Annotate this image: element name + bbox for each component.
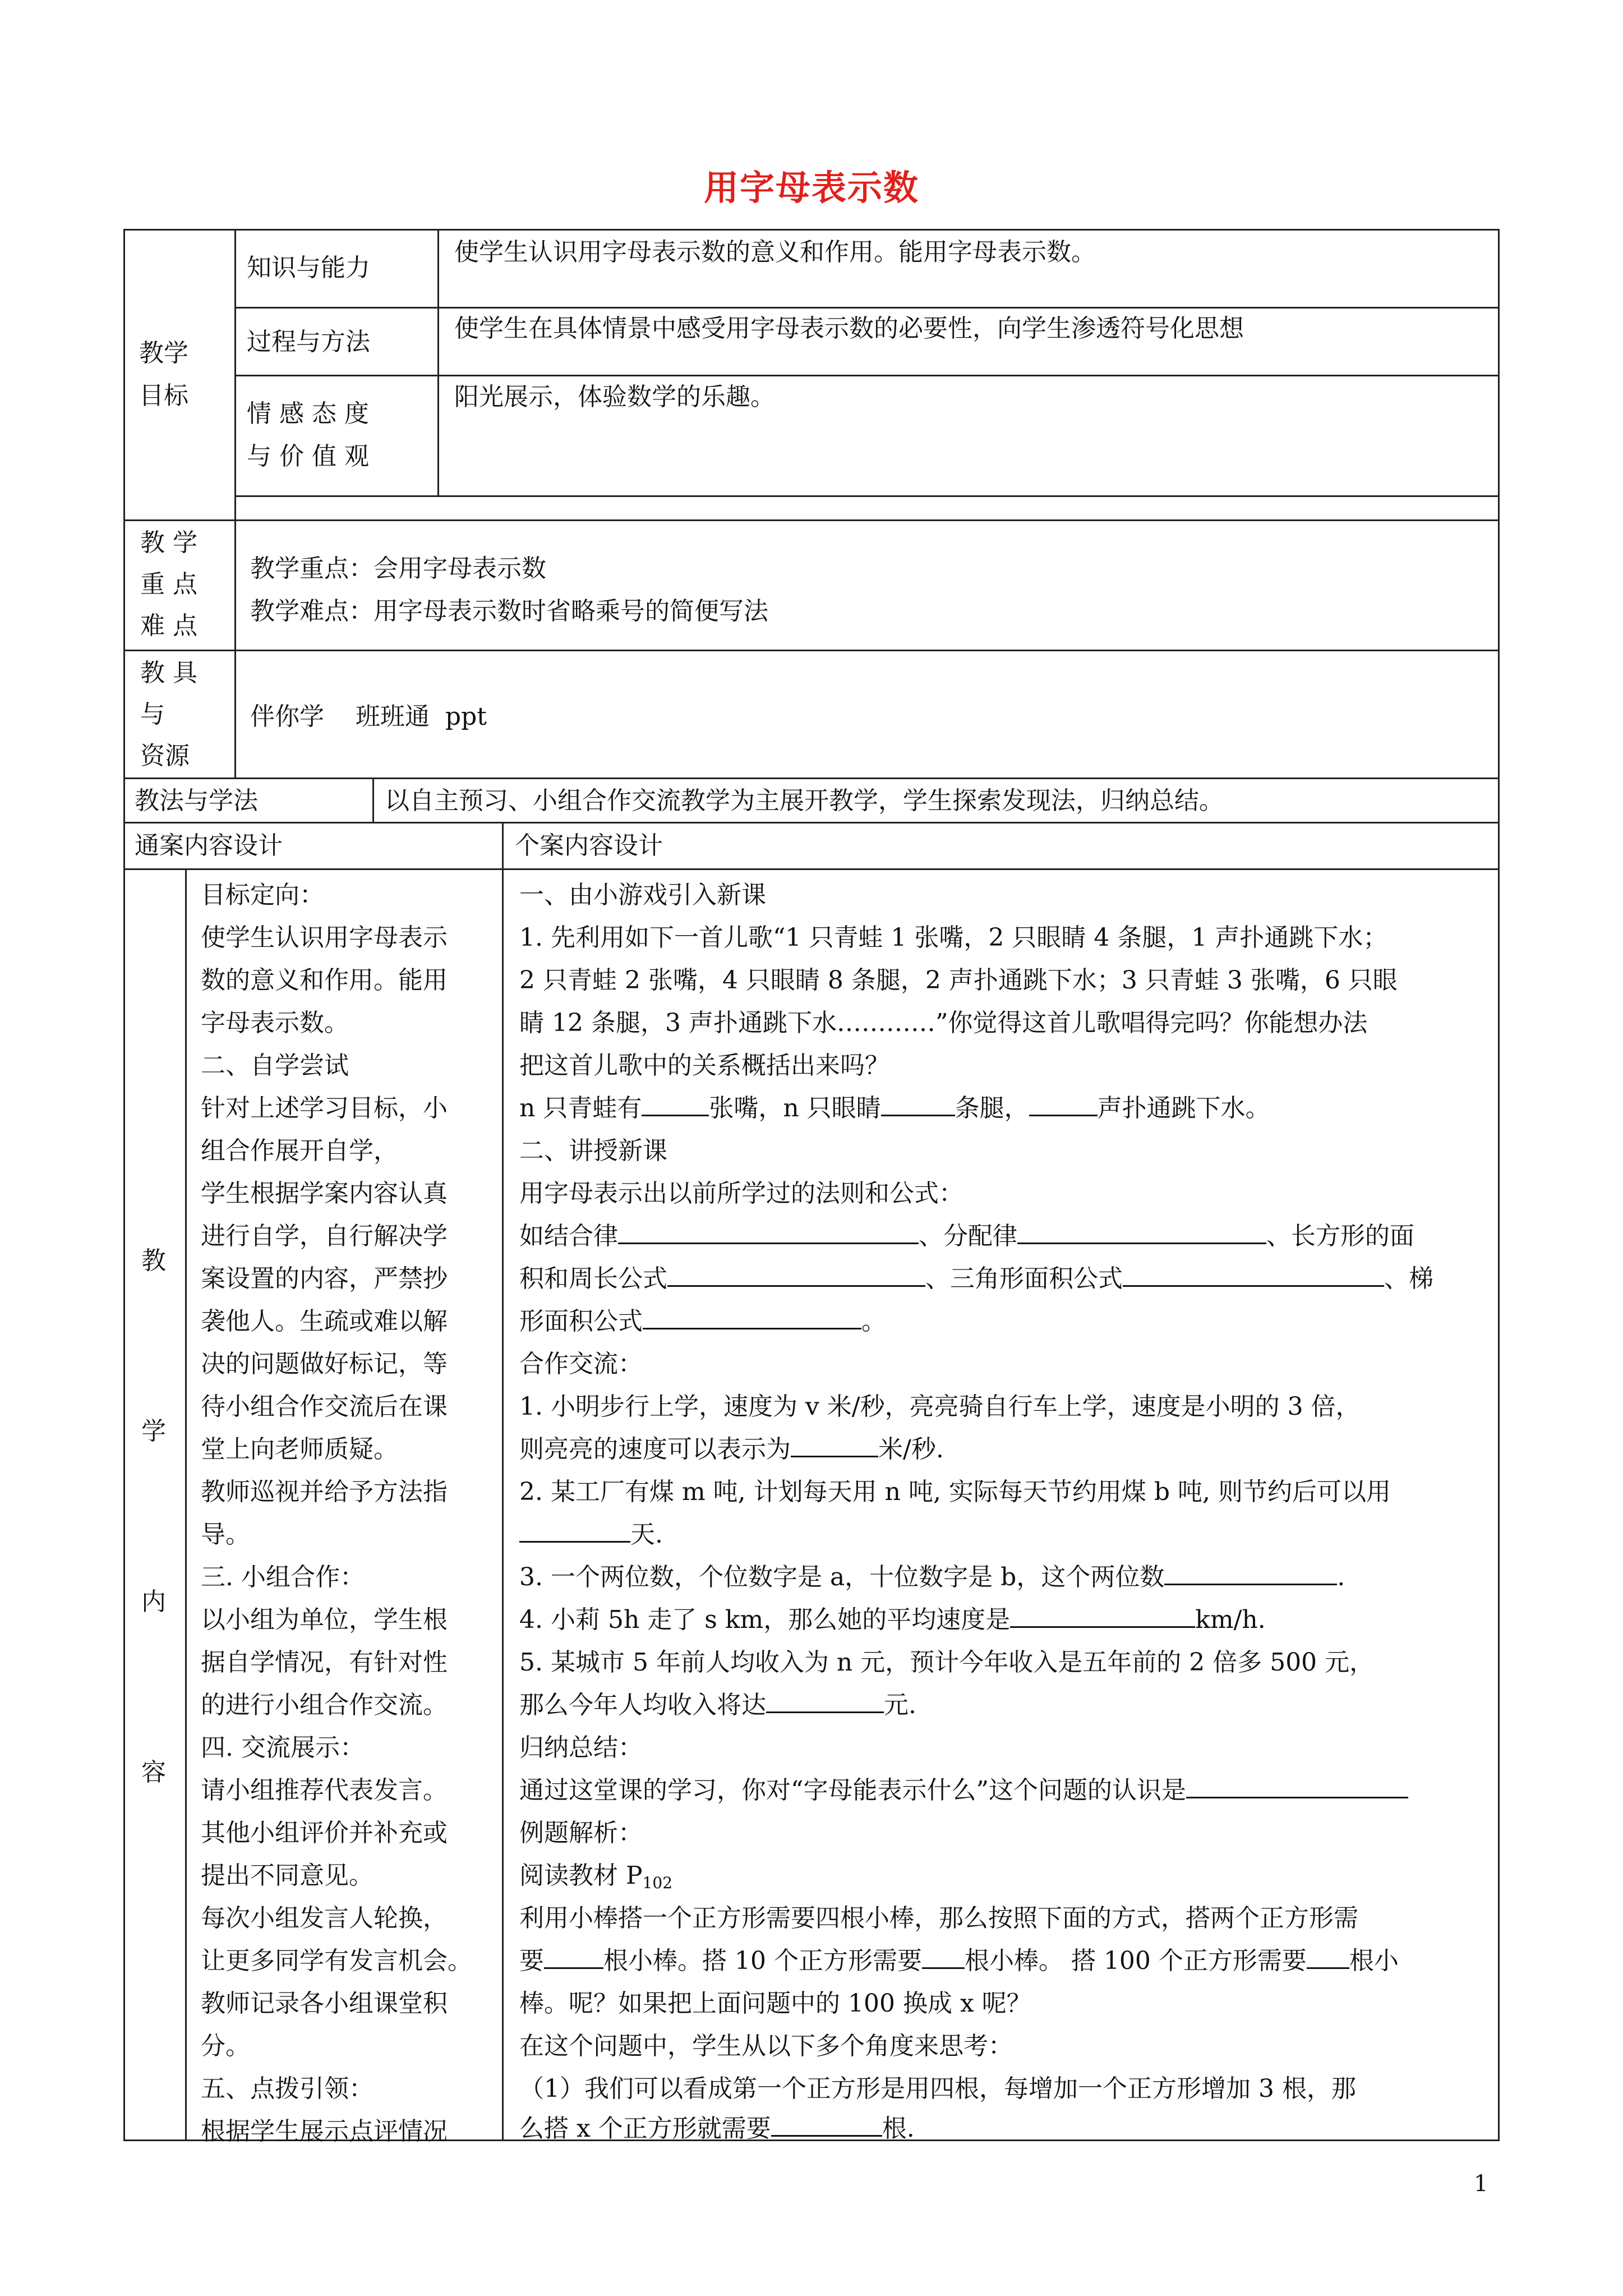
content-label-3: 内 [141, 1588, 166, 1616]
song-line-1: 1. 先利用如下一首儿歌“1 只青蛙 1 张嘴，2 只眼睛 4 条腿，1 声扑通跳下水； [519, 923, 1388, 952]
song-question [519, 1087, 1270, 1130]
focus-label-2: 重 点 [140, 570, 197, 599]
answer-blank-x-squares[interactable] [771, 2110, 882, 2137]
general-design-line: 堂上向老师质疑。 [201, 1435, 398, 1464]
text-ex-c: 根小棒。 搭 100 个正方形需要 [964, 1947, 1307, 1975]
question-5-line-2 [519, 1684, 916, 1727]
text-q4-unit: km/h. [1195, 1605, 1266, 1634]
text-jumps: 声扑通跳下水。 [1097, 1094, 1270, 1122]
question-4 [519, 1599, 1266, 1641]
example-line-5: （1）我们可以看成第一个正方形是用四根，每增加一个正方形增加 3 根，那 [519, 2074, 1356, 2103]
text-q5-unit: 元. [884, 1691, 916, 1719]
objective-knowledge-label: 知识与能力 [247, 254, 370, 282]
question-2-line-2 [519, 1513, 663, 1556]
tools-label-3: 资源 [140, 742, 190, 770]
objectives-label-1: 教学 [139, 339, 188, 367]
text-q4: 4. 小莉 5h 走了 s km，那么她的平均速度是 [519, 1605, 1011, 1634]
general-design-line: 案设置的内容，严禁抄 [201, 1264, 448, 1293]
text-summary: 通过这堂课的学习，你对“字母能表示什么”这个问题的认识是 [519, 1776, 1186, 1805]
text-perimeter: 积和周长公式 [519, 1264, 667, 1293]
answer-blank-triangle[interactable] [1123, 1260, 1384, 1287]
focus-label-1: 教 学 [140, 528, 197, 557]
general-design-line: 针对上述学习目标，小 [201, 1094, 448, 1122]
answer-blank-ten-squares[interactable] [922, 1943, 965, 1969]
text-distributive: 、分配律 [919, 1222, 1017, 1250]
general-design-line: 二、自学尝试 [201, 1051, 349, 1080]
general-design-line: 让更多同学有发言机会。 [201, 1947, 472, 1975]
text-triangle: 、三角形面积公式 [925, 1264, 1123, 1293]
question-3 [519, 1556, 1345, 1599]
general-design-line: 其他小组评价并补充或 [201, 1819, 448, 1847]
objectives-label-2: 目标 [139, 381, 188, 410]
general-design-line: 字母表示数。 [201, 1009, 349, 1037]
song-line-2: 2 只青蛙 2 张嘴，4 只眼睛 8 条腿，2 声扑通跳下水；3 只青蛙 3 张嘴，6 只眼 [519, 966, 1398, 995]
general-design-line: 教师巡视并给予方法指 [201, 1478, 448, 1506]
objective-knowledge-text: 使学生认识用字母表示数的意义和作用。能用字母表示数。 [454, 238, 1096, 266]
answer-blank-hundred-squares[interactable] [1307, 1943, 1349, 1969]
answer-blank-q5[interactable] [766, 1687, 884, 1713]
methods-label: 教法与学法 [135, 786, 258, 815]
text-legs: 条腿， [955, 1094, 1029, 1122]
text-q5: 那么今年人均收入将达 [519, 1691, 766, 1719]
text-ex-x-unit: 根. [882, 2114, 915, 2143]
general-design-line: 根据学生展示点评情况 [201, 2117, 448, 2146]
song-line-4: 把这首儿歌中的关系概括出来吗？ [519, 1051, 889, 1080]
page-title: 用字母表示数 [703, 167, 919, 208]
text-ex-a: 要 [519, 1947, 544, 1975]
objective-emotion-label-2: 与 价 值 观 [247, 442, 369, 471]
general-design-line: 四. 交流展示： [201, 1733, 365, 1762]
general-design-line: 进行自学，自行解决学 [201, 1222, 448, 1250]
text-trapezoid: 、梯 [1384, 1264, 1433, 1293]
question-1-line-2 [519, 1428, 944, 1471]
focus-label-3: 难 点 [140, 611, 197, 640]
text-read-textbook: 阅读教材 P [519, 1861, 643, 1890]
tools-label-2: 与 [140, 700, 165, 729]
question-2-line-1: 2. 某工厂有煤 m 吨, 计划每天用 n 吨, 实际每天节约用煤 b 吨, 则节约后可以用 [519, 1478, 1391, 1506]
general-design-line: 提出不同意见。 [201, 1861, 374, 1890]
answer-blank-q1[interactable] [791, 1431, 878, 1457]
answer-blank-summary[interactable] [1186, 1772, 1408, 1798]
header-individual-design: 个案内容设计 [515, 831, 663, 860]
general-design-line: 导。 [201, 1520, 250, 1549]
general-design-line: 决的问题做好标记，等 [201, 1350, 448, 1378]
text-ex-b: 根小棒。搭 10 个正方形需要 [603, 1947, 922, 1975]
general-design-line: 待小组合作交流后在课 [201, 1392, 448, 1421]
tools-text: 伴你学 班班通 ppt [250, 702, 487, 731]
answer-blank-q3[interactable] [1164, 1559, 1337, 1585]
objective-process-label: 过程与方法 [247, 328, 370, 356]
general-design-line: 数的意义和作用。能用 [201, 966, 448, 995]
general-design-line: 五、点拨引领： [201, 2074, 374, 2103]
answer-blank-jumps[interactable] [1029, 1090, 1098, 1116]
page-number: 1 [1474, 2171, 1488, 2197]
focus-difficult-point: 教学难点：用字母表示数时省略乘号的简便写法 [250, 597, 768, 625]
general-design-line: 每次小组发言人轮换， [201, 1904, 448, 1932]
text-q1: 则亮亮的速度可以表示为 [519, 1435, 791, 1464]
general-design-line: 使学生认识用字母表示 [201, 923, 448, 952]
general-design-line: 请小组推荐代表发言。 [201, 1776, 448, 1805]
text-associative: 如结合律 [519, 1222, 618, 1250]
content-label-1: 教 [141, 1246, 166, 1275]
answer-blank-two-squares[interactable] [544, 1943, 603, 1969]
question-5-line-1: 5. 某城市 5 年前人均收入为 n 元，预计今年收入是五年前的 2 倍多 500 元， [519, 1648, 1375, 1677]
answer-blank-rectangle[interactable] [667, 1260, 925, 1287]
general-design-line: 袭他人。生疏或难以解 [201, 1307, 448, 1336]
text-q3: 3. 一个两位数，个位数字是 a，十位数字是 b，这个两位数 [519, 1563, 1165, 1591]
focus-key-point: 教学重点：会用字母表示数 [250, 554, 546, 583]
page-reference: 102 [642, 1874, 673, 1892]
formulas-line-2 [519, 1258, 1433, 1300]
answer-blank-q4[interactable] [1010, 1602, 1195, 1628]
summary-heading: 归纳总结： [519, 1733, 643, 1762]
example-line-6 [519, 2110, 915, 2143]
general-design-line: 三. 小组合作： [201, 1563, 365, 1591]
general-design-line: 目标定向： [201, 881, 324, 909]
text-trapezoid-area: 形面积公式 [519, 1307, 643, 1336]
answer-blank-associative[interactable] [618, 1218, 919, 1244]
text-rectangle: 、长方形的面 [1266, 1222, 1414, 1250]
general-design-line: 的进行小组合作交流。 [201, 1691, 448, 1719]
objective-emotion-label-1: 情 感 态 度 [247, 399, 369, 428]
example-line-2 [519, 1940, 1399, 1982]
methods-text: 以自主预习、小组合作交流教学为主展开教学，学生探索发现法，归纳总结。 [385, 786, 1224, 815]
header-general-design: 通案内容设计 [135, 831, 283, 860]
formulas-intro: 用字母表示出以前所学过的法则和公式： [519, 1179, 963, 1208]
formulas-line-3 [519, 1300, 886, 1343]
text-q1-unit: 米/秒. [878, 1435, 944, 1464]
general-design-line: 以小组为单位，学生根 [201, 1605, 448, 1634]
objective-emotion-text: 阳光展示，体验数学的乐趣。 [454, 383, 775, 411]
song-line-3: 睛 12 条腿，3 声扑通跳下水…………”你觉得这首儿歌唱得完吗？你能想办法 [519, 1009, 1368, 1037]
summary-question [519, 1769, 1408, 1812]
text-ex-d: 根小 [1349, 1947, 1399, 1975]
example-line-1: 利用小棒搭一个正方形需要四根小棒，那么按照下面的方式，搭两个正方形需 [519, 1904, 1358, 1932]
general-design-line: 据自学情况，有针对性 [201, 1648, 448, 1677]
text-ex-x: 么搭 x 个正方形就需要 [519, 2114, 771, 2143]
example-heading: 例题解析： [519, 1819, 643, 1847]
example-line-3: 棒。呢？如果把上面问题中的 100 换成 x 呢？ [519, 1989, 1031, 2018]
section-intro-heading: 一、由小游戏引入新课 [519, 881, 766, 909]
answer-blank-distributive[interactable] [1017, 1218, 1266, 1244]
objective-process-text: 使学生在具体情景中感受用字母表示数的必要性，向学生渗透符号化思想 [454, 314, 1244, 343]
general-design-line: 教师记录各小组课堂积 [201, 1989, 448, 2018]
answer-blank-q2[interactable] [519, 1516, 630, 1543]
general-design-line: 学生根据学案内容认真 [201, 1179, 448, 1208]
example-line-4: 在这个问题中，学生从以下多个角度来思考： [519, 2032, 1013, 2060]
answer-blank-mouths[interactable] [642, 1090, 709, 1116]
section-new-lesson-heading: 二、讲授新课 [519, 1137, 667, 1165]
general-design-line: 组合作展开自学， [201, 1137, 398, 1165]
question-1-line-1: 1. 小明步行上学，速度为 v 米/秒，亮亮骑自行车上学，速度是小明的 3 倍， [519, 1392, 1361, 1421]
formulas-line-1 [519, 1215, 1414, 1258]
content-label-2: 学 [141, 1417, 166, 1446]
text-q3-end: . [1337, 1563, 1345, 1591]
text-period: 。 [861, 1307, 886, 1336]
text-frogs: n 只青蛙有 [519, 1094, 642, 1122]
answer-blank-legs[interactable] [881, 1090, 955, 1116]
tools-label-1: 教 具 [140, 659, 197, 687]
cooperation-heading: 合作交流： [519, 1350, 643, 1378]
general-design-line: 分。 [201, 2032, 250, 2060]
answer-blank-trapezoid[interactable] [643, 1303, 861, 1329]
text-eyes: 张嘴，n 只眼睛 [709, 1094, 881, 1122]
text-q2-unit: 天. [630, 1520, 663, 1549]
content-label-4: 容 [141, 1758, 166, 1787]
